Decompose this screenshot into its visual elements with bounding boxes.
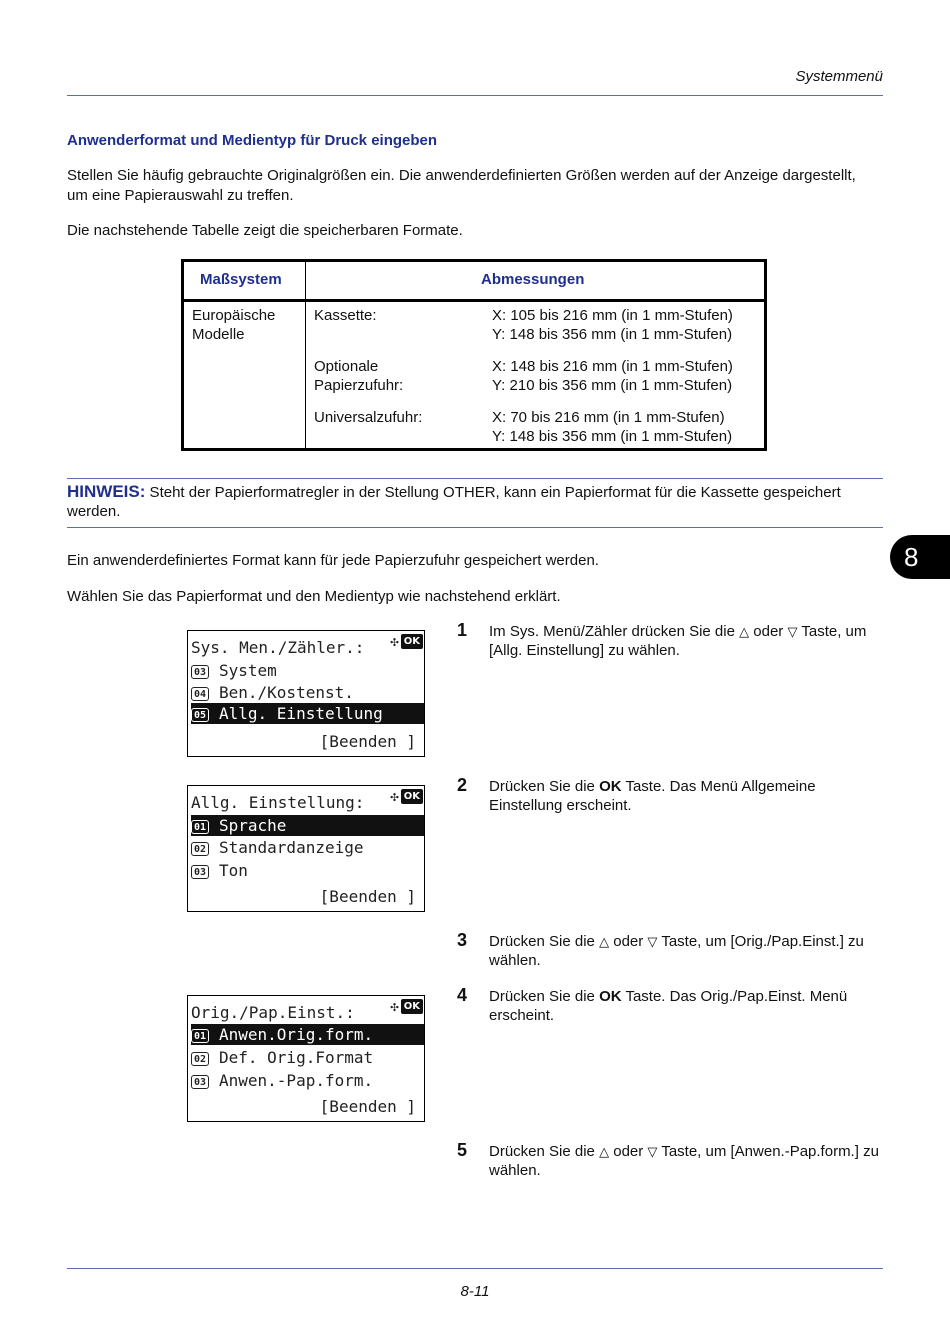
lcd-screen-1: [187, 630, 425, 757]
note: [67, 482, 883, 521]
lcd-title-icons: [390, 789, 423, 804]
ok-icon: OK: [401, 789, 423, 804]
step-text: Drücken Sie die OK Taste. Das Orig./Pap.Einst. Menü erscheint.: [489, 988, 848, 1024]
running-header: Systemmenü: [795, 68, 883, 85]
step-text: Drücken Sie die △ oder ▽ Taste, um [Anwen.-Pap.form.] zu wählen.: [489, 1143, 879, 1179]
up-triangle-icon: △: [599, 1144, 610, 1159]
table-row-dimensions: X: 105 bis 216 mm (in 1 mm-Stufen) Y: 148 bis 356 mm (in 1 mm-Stufen): [492, 307, 733, 343]
header-rule: [67, 95, 883, 96]
paragraph-2: Wählen Sie das Papierformat und den Medientyp wie nachstehend erklärt.: [67, 588, 561, 605]
ok-icon: OK: [401, 999, 423, 1014]
lcd-menu-item: 04 Ben./Kostenst.: [191, 682, 424, 703]
down-triangle-icon: ▽: [647, 934, 658, 949]
section-title: Anwenderformat und Medientyp für Druck eingeben: [67, 132, 438, 149]
note-rule-bottom: [67, 527, 883, 528]
intro-paragraph-2: Die nachstehende Tabelle zeigt die speicherbaren Formate.: [67, 222, 463, 239]
step-number: 3: [457, 930, 468, 950]
lcd-title: Allg. Einstellung:: [191, 793, 365, 812]
step-text: Im Sys. Menü/Zähler drücken Sie die △ oder ▽ Taste, um [Allg. Einstellung] zu wählen.: [489, 623, 867, 659]
lcd-softkey-exit: [Beenden ]: [319, 887, 416, 906]
intro-paragraph-1: Stellen Sie häufig gebrauchte Originalgrößen ein. Die anwenderdefinierten Größen werden auf der Anzeige dargestellt, um eine Papierauswahl zu treffen.: [67, 167, 856, 204]
step-number: 1: [457, 620, 468, 640]
four-way-arrow-icon: ✣: [390, 633, 399, 650]
step-number: 2: [457, 775, 468, 795]
table-row-dimensions: X: 70 bis 216 mm (in 1 mm-Stufen) Y: 148 bis 356 mm (in 1 mm-Stufen): [492, 409, 733, 445]
lcd-screen-3: [187, 995, 425, 1122]
four-way-arrow-icon: ✣: [390, 998, 399, 1015]
up-triangle-icon: △: [739, 624, 750, 639]
table-header-dimensions: Abmessungen: [481, 271, 585, 288]
step-text: Drücken Sie die △ oder ▽ Taste, um [Orig./Pap.Einst.] zu wählen.: [489, 933, 864, 969]
lcd-title-icons: [390, 634, 423, 649]
format-table: [181, 259, 767, 451]
up-triangle-icon: △: [599, 934, 610, 949]
lcd-title: Sys. Men./Zähler.:: [191, 638, 365, 657]
lcd-menu-item-selected: 01 Sprache: [191, 815, 424, 836]
lcd-screen-2: [187, 785, 425, 912]
lcd-menu-item: 02 Def. Orig.Format: [191, 1047, 424, 1068]
lcd-menu-item-selected: 05 Allg. Einstellung: [191, 703, 424, 724]
lcd-title: Orig./Pap.Einst.:: [191, 1003, 355, 1022]
step-number: 4: [457, 985, 468, 1005]
table-column-divider: [305, 262, 306, 448]
table-cell-system: Europäische Modelle: [192, 307, 276, 343]
ok-icon: OK: [401, 634, 423, 649]
table-header-system: Maßsystem: [200, 271, 282, 288]
step-number: 5: [457, 1140, 468, 1160]
table-header-divider: [184, 299, 764, 302]
table-row-source: Optionale Papierzufuhr:: [314, 358, 404, 394]
lcd-menu-item: 03 Anwen.-Pap.form.: [191, 1070, 424, 1091]
table-row-source: Kassette:: [314, 307, 377, 324]
lcd-softkey-exit: [Beenden ]: [319, 1097, 416, 1116]
lcd-menu-item: 03 Ton: [191, 860, 424, 881]
table-row-dimensions: X: 148 bis 216 mm (in 1 mm-Stufen) Y: 210 bis 356 mm (in 1 mm-Stufen): [492, 358, 733, 394]
footer-rule: [67, 1268, 883, 1269]
lcd-menu-item-selected: 01 Anwen.Orig.form.: [191, 1024, 424, 1045]
step-text: Drücken Sie die OK Taste. Das Menü Allgemeine Einstellung erscheint.: [489, 778, 816, 814]
lcd-menu-item: 02 Standardanzeige: [191, 837, 424, 858]
lcd-menu-item: 03 System: [191, 660, 424, 681]
four-way-arrow-icon: ✣: [390, 788, 399, 805]
down-triangle-icon: ▽: [787, 624, 798, 639]
lcd-title-icons: [390, 999, 423, 1014]
down-triangle-icon: ▽: [647, 1144, 658, 1159]
table-row-source: Universalzufuhr:: [314, 409, 423, 426]
note-rule-top: [67, 478, 883, 479]
note-label: HINWEIS:: [67, 482, 146, 501]
note-text: Steht der Papierformatregler in der Stellung OTHER, kann ein Papierformat für die Kassette gespeichert werden.: [67, 484, 841, 520]
chapter-tab: 8: [890, 535, 950, 579]
paragraph-1: Ein anwenderdefiniertes Format kann für jede Papierzufuhr gespeichert werden.: [67, 552, 599, 569]
lcd-softkey-exit: [Beenden ]: [319, 732, 416, 751]
page-number: 8-11: [460, 1283, 490, 1300]
